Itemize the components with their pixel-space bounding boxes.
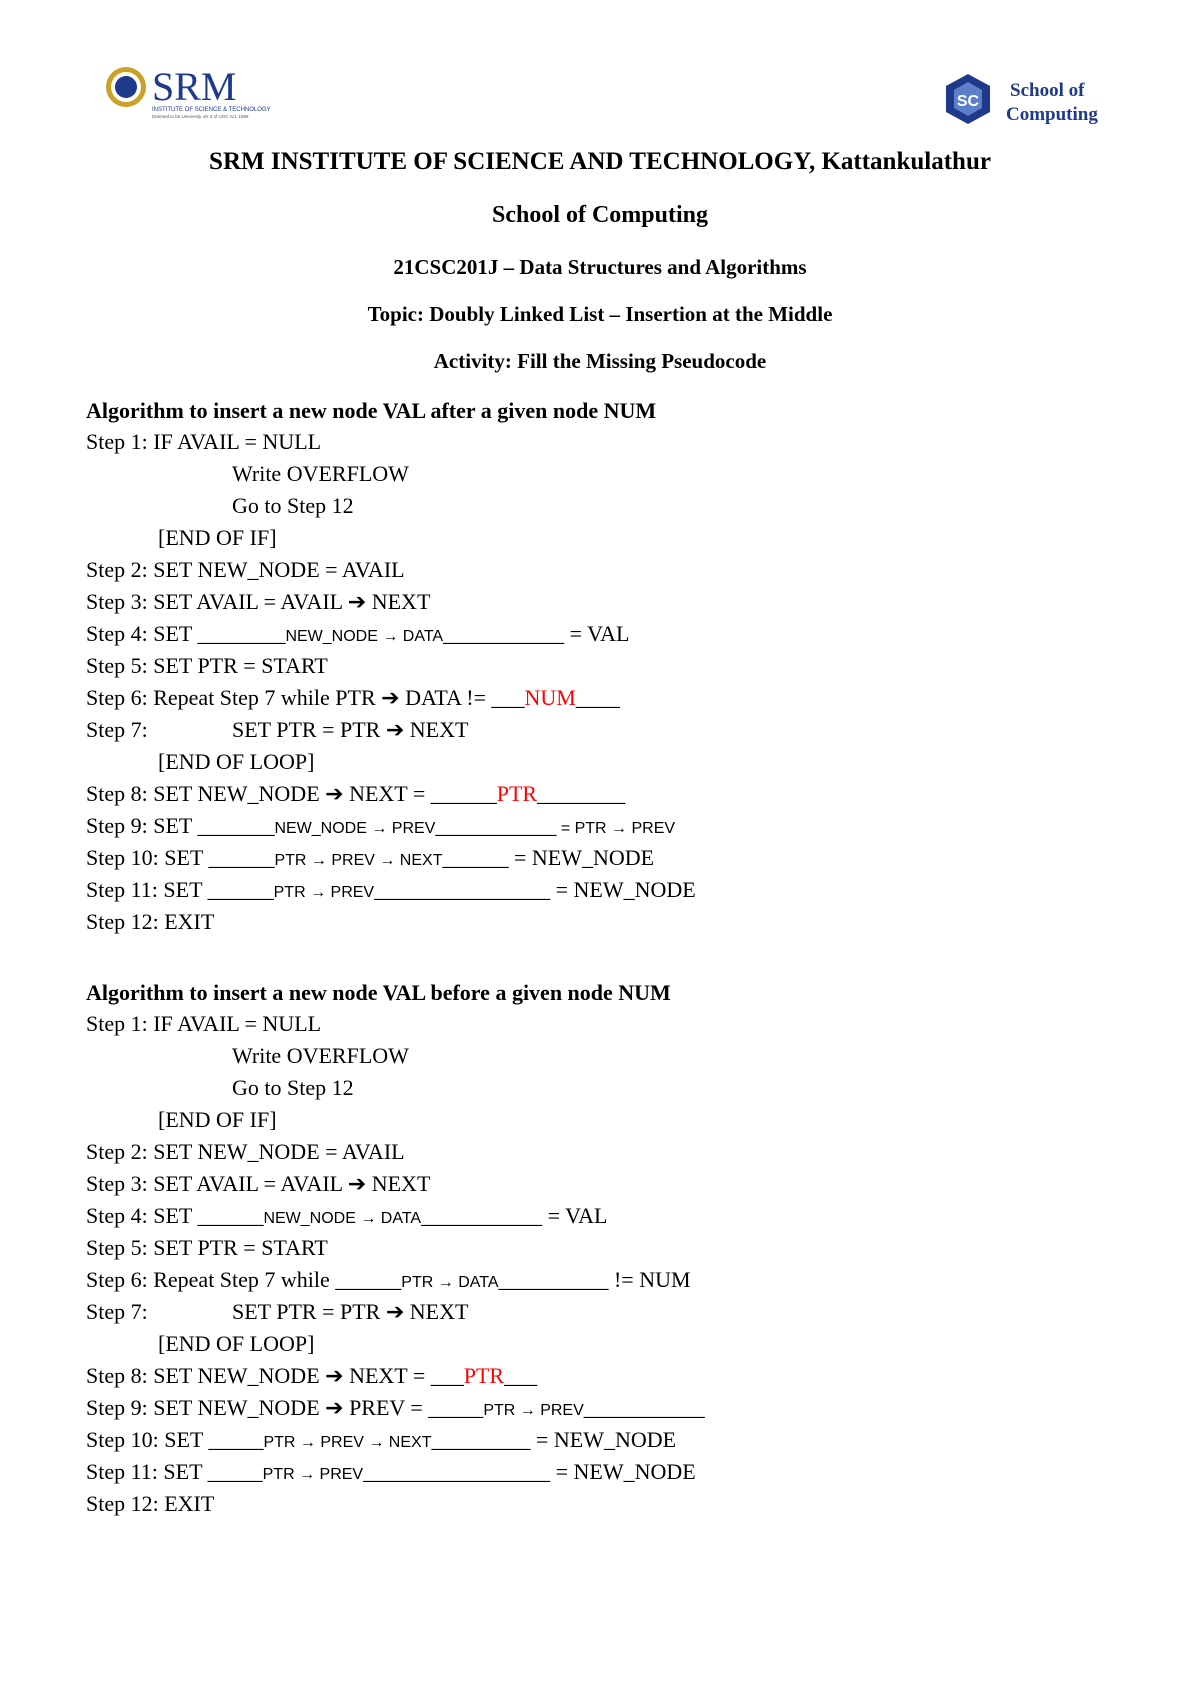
topic-title: Topic: Doubly Linked List – Insertion at the Middle bbox=[367, 302, 833, 326]
step-6-answer: PTR → DATA bbox=[401, 1274, 499, 1291]
step-9-prefix: Step 9: SET NEW_NODE ➔ PREV = _____ bbox=[86, 1395, 484, 1420]
step-3: Step 3: SET AVAIL = AVAIL ➔ NEXT bbox=[86, 589, 431, 614]
step-7-end: [END OF LOOP] bbox=[158, 749, 315, 774]
step-4-answer: NEW_NODE → DATA bbox=[285, 628, 444, 645]
school-title: School of Computing bbox=[491, 202, 709, 228]
step-10 bbox=[86, 842, 1126, 874]
step-7-end: [END OF LOOP] bbox=[158, 1331, 315, 1356]
step-1-goto: Go to Step 12 bbox=[232, 1075, 354, 1100]
course-title: 21CSC201J – Data Structures and Algorithms bbox=[393, 255, 807, 279]
step-1-write: Write OVERFLOW bbox=[232, 461, 409, 486]
step-10-answer: PTR → PREV → NEXT bbox=[263, 1434, 432, 1451]
step-9-answer: PTR → PREV bbox=[483, 1402, 584, 1419]
step-1-end: [END OF IF] bbox=[158, 525, 277, 550]
step-9-answer: NEW_NODE → PREV bbox=[274, 820, 436, 837]
step-10-answer: PTR → PREV → NEXT bbox=[274, 852, 443, 869]
srm-logo bbox=[104, 62, 276, 120]
step-2: Step 2: SET NEW_NODE = AVAIL bbox=[86, 1139, 405, 1164]
step-7-text: SET PTR = PTR ➔ NEXT bbox=[232, 717, 469, 742]
algorithm-insert-before bbox=[86, 978, 1126, 1520]
step-1: Step 1: IF AVAIL = NULL bbox=[86, 1011, 322, 1036]
step-4 bbox=[86, 1200, 1126, 1232]
step-8-suffix: ___ bbox=[504, 1363, 538, 1388]
step-6-answer: NUM bbox=[524, 685, 576, 710]
algorithm-insert-after bbox=[86, 396, 1126, 938]
step-4 bbox=[86, 618, 1126, 650]
step-9-tail: = PTR → PREV bbox=[556, 820, 676, 837]
step-4-suffix: ___________ = VAL bbox=[421, 1203, 608, 1228]
activity-title: Activity: Fill the Missing Pseudocode bbox=[433, 349, 767, 373]
step-8-answer: PTR bbox=[463, 1363, 505, 1388]
step-9 bbox=[86, 810, 1126, 842]
step-9-prefix: Step 9: SET _______ bbox=[86, 813, 275, 838]
school-of-computing-logo bbox=[944, 70, 1114, 136]
step-3: Step 3: SET AVAIL = AVAIL ➔ NEXT bbox=[86, 1171, 431, 1196]
step-11 bbox=[86, 874, 1126, 906]
step-6-suffix: __________ != NUM bbox=[498, 1267, 691, 1292]
step-6 bbox=[86, 1264, 1126, 1296]
step-8-prefix: Step 8: SET NEW_NODE ➔ NEXT = ___ bbox=[86, 1363, 464, 1388]
step-10-prefix: Step 10: SET ______ bbox=[86, 845, 275, 870]
step-1: Step 1: IF AVAIL = NULL bbox=[86, 429, 322, 454]
algorithm-title: Algorithm to insert a new node VAL before a given node NUM bbox=[86, 980, 671, 1005]
step-6-prefix: Step 6: Repeat Step 7 while PTR ➔ DATA != ___ bbox=[86, 685, 525, 710]
step-6-prefix: Step 6: Repeat Step 7 while ______ bbox=[86, 1267, 402, 1292]
step-4-answer: NEW_NODE → DATA bbox=[263, 1210, 422, 1227]
srm-logo-subtitle-2: Deemed to be University u/s 3 of UGC Act, 1956 bbox=[152, 114, 249, 119]
step-8 bbox=[86, 1360, 1126, 1392]
step-11-answer: PTR → PREV bbox=[262, 1466, 364, 1483]
step-9 bbox=[86, 1392, 1126, 1424]
step-10-suffix: _________ = NEW_NODE bbox=[431, 1427, 677, 1452]
institute-title: SRM INSTITUTE OF SCIENCE AND TECHNOLOGY, Kattankulathur bbox=[209, 148, 991, 175]
step-10-prefix: Step 10: SET _____ bbox=[86, 1427, 264, 1452]
step-11-suffix: _________________ = NEW_NODE bbox=[363, 1459, 696, 1484]
step-1-end: [END OF IF] bbox=[158, 1107, 277, 1132]
step-4-suffix: ___________ = VAL bbox=[443, 621, 630, 646]
step-5: Step 5: SET PTR = START bbox=[86, 653, 328, 678]
step-2: Step 2: SET NEW_NODE = AVAIL bbox=[86, 557, 405, 582]
step-10-suffix: ______ = NEW_NODE bbox=[442, 845, 655, 870]
step-8-prefix: Step 8: SET NEW_NODE ➔ NEXT = ______ bbox=[86, 781, 497, 806]
step-8-suffix: ________ bbox=[537, 781, 626, 806]
step-7 bbox=[86, 1296, 1126, 1328]
step-1-write: Write OVERFLOW bbox=[232, 1043, 409, 1068]
srm-logo-subtitle-1: INSTITUTE OF SCIENCE & TECHNOLOGY bbox=[152, 107, 271, 113]
step-12: Step 12: EXIT bbox=[86, 909, 215, 934]
step-4-prefix: Step 4: SET ______ bbox=[86, 1203, 264, 1228]
step-11-answer: PTR → PREV bbox=[273, 884, 375, 901]
step-7 bbox=[86, 714, 1126, 746]
step-11 bbox=[86, 1456, 1126, 1488]
step-1-goto: Go to Step 12 bbox=[232, 493, 354, 518]
step-11-suffix: ________________ = NEW_NODE bbox=[374, 877, 696, 902]
step-8 bbox=[86, 778, 1126, 810]
srm-logo-text: SRM bbox=[152, 64, 237, 109]
school-logo-text-2: Computing bbox=[1006, 104, 1098, 125]
step-8-answer: PTR bbox=[496, 781, 538, 806]
step-7-text: SET PTR = PTR ➔ NEXT bbox=[232, 1299, 469, 1324]
step-12: Step 12: EXIT bbox=[86, 1491, 215, 1516]
svg-text:SC: SC bbox=[956, 93, 980, 110]
step-11-prefix: Step 11: SET _____ bbox=[86, 1459, 263, 1484]
step-9-suffix: ___________ bbox=[583, 1395, 705, 1420]
step-4-prefix: Step 4: SET ________ bbox=[86, 621, 286, 646]
step-9-suffix: ___________ bbox=[435, 813, 557, 838]
school-logo-text-1: School of bbox=[1010, 80, 1085, 101]
step-7-label: Step 7: bbox=[86, 717, 148, 742]
step-6-suffix: ____ bbox=[575, 685, 620, 710]
step-7-label: Step 7: bbox=[86, 1299, 148, 1324]
step-10 bbox=[86, 1424, 1126, 1456]
step-11-prefix: Step 11: SET ______ bbox=[86, 877, 274, 902]
step-5: Step 5: SET PTR = START bbox=[86, 1235, 328, 1260]
algorithm-title: Algorithm to insert a new node VAL after a given node NUM bbox=[86, 398, 657, 423]
step-6 bbox=[86, 682, 1126, 714]
